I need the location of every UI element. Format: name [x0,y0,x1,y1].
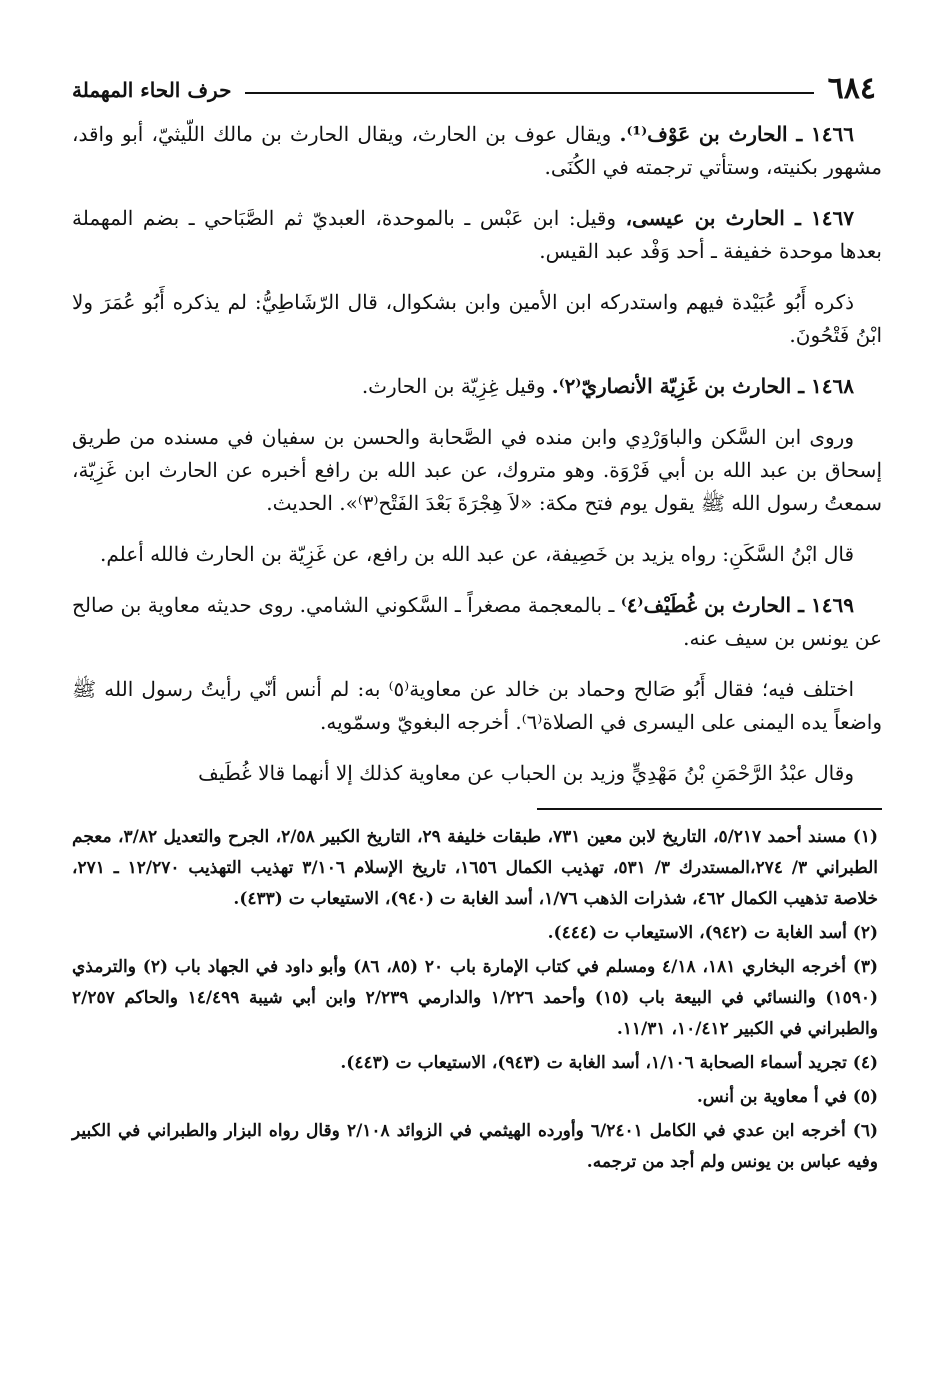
footnote [72,1116,882,1178]
header-rule [245,92,813,94]
footnote-text: أخرجه ابن عدي في الكامل ٦/٢٤٠١ وأورده الهيثمي في الزوائد ٢/١٠٨ وقال رواه البزار والطبراني في الكبير وفيه عباس بن يونس ولم أجد من ترجمه. [72,1121,878,1172]
footnote-number: (٥) [852,1087,878,1107]
footnote-number: (٣) [852,957,878,977]
page-header [72,58,882,104]
entry-text: وقيل غِزِيّة بن الحارث. [361,374,552,398]
paragraph [72,673,882,739]
paragraph-text: ذكره أَبُو عُبَيْدة فيهم واستدركه ابن الأمين وابن بشكوال، قال الرّشَاطِيُّ: لم يذكره أَبُو عُمَرَ ولا ابْنُ فَتْحُونَ. [72,290,882,347]
footnote-text: في أ معاوية بن أنس. [696,1087,847,1107]
entry-heading: ١٤٦٩ ـ الحارث بن غُطَيْف⁽٤⁾ [620,593,855,617]
footnote-separator [537,808,882,810]
footnote [72,952,882,1045]
footnotes [72,822,882,1178]
entry-heading: ١٤٦٨ ـ الحارث بن غَزِيّة الأنصاريّ⁽٢⁾. [551,374,854,398]
footnote-number: (١) [852,827,879,847]
main-text [72,118,882,790]
entry-1467 [72,202,882,268]
footnote-number: (٤) [852,1053,878,1073]
footnote-text: مسند أحمد ٥/٢١٧، التاريخ لابن معين ٧٣١، طبقات خليفة ٢٩، التاريخ الكبير ٢/٥٨، الجرح والتعديل ٣/٨٢، معجم الطبراني ٣/ ٢٧٤،المستدرك ٣/ ٥٣١، تهذيب الكمال ١٦٥٦، تاريخ الإسلام ٣/١٠٦ تهذيب التهذيب ١٢/٢٧٠ ـ ٢٧١، خلاصة تذهيب الكمال ٤٦٢، شذرات الذهب ١/٧٦، أسد الغابة ت (٩٤٠)، الاستيعاب ت (٤٣٣). [72,827,878,909]
paragraph-text: وروى ابن السَّكن والباوَرْدِي وابن منده في الصَّحابة والحسن بن سفيان في مسنده من طريق إسحاق بن عبد الله بن أبي فَرْوَة. وهو متروك، عن عبد الله بن رافع أخبره عن الحارث ابن غَزِيّة، سمعتُ رسول الله ﷺ يقول يوم فتح مكة: «لاَ هِجْرَةَ بَعْدَ الفَتْح⁽٣⁾». الحديث. [72,425,882,515]
footnote-text: تجريد أسماء الصحابة ١/١٠٦، أسد الغابة ت (٩٤٣)، الاستيعاب ت (٤٤٣). [340,1053,847,1073]
footnote [72,1082,882,1113]
paragraph-text: وقال عبْدُ الرَّحْمَنِ بْنُ مَهْدِيٍّ وزيد بن الحباب عن معاوية كذلك إلا أنهما قالا غُطَيف [198,761,854,785]
entry-1469 [72,589,882,655]
entry-text: ويقال عوف بن الحارث، ويقال الحارث بن مالك اللّيثيّ، أبو واقد، مشهور بكنيته، وستأتي ترجمته في الكُنَى. [72,122,882,179]
paragraph-text: قال ابْنُ السَّكَنِ: رواه يزيد بن خَصِيفة، عن عبد الله بن رافع، عن غَزِيّة بن الحارث فالله أعلم. [100,542,854,566]
footnote [72,918,882,949]
footnote [72,1048,882,1079]
paragraph [72,538,882,571]
paragraph-text: اختلف فيه؛ فقال أَبُو صَالح وحماد بن خالد عن معاوية⁽٥⁾ به: لم أنس أنّي رأيتُ رسول الله ﷺ واضعاً يده اليمنى على اليسرى في الصلاة⁽٦⁾. أخرجه البغويّ وسمّويه. [72,677,882,734]
entry-text: وقيل: ابن عَبْس ـ بالموحدة، العبديّ ثم الصَّبَاحي ـ بضم المهملة بعدها موحدة خفيفة ـ أحد وَفْد عبد القيس. [72,206,882,263]
paragraph [72,286,882,352]
entry-1466 [72,118,882,184]
footnote-text: أخرجه البخاري ١٨١، ٤/١٨ ومسلم في كتاب الإمارة باب ٢٠ (٨٥، ٨٦) وأبو داود في الجهاد باب (٢) والترمذي (١٥٩٠) والنسائي في البيعة باب (١٥) وأحمد ١/٢٢٦ والدارمي ٢/٢٣٩ وابن أبي شيبة ١٤/٤٩٩ والحاكم ٢/٢٥٧ والطبراني في الكبير ١٠/٤١٢، ١١/٣١. [72,957,879,1039]
entry-1468 [72,370,882,403]
footnote-number: (٦) [852,1121,878,1141]
footnote [72,822,882,915]
running-title: حرف الحاء المهملة [72,78,232,102]
entry-heading: ١٤٦٧ ـ الحارث بن عيسى، [625,206,855,230]
paragraph [72,421,882,520]
footnote-text: أسد الغابة ت (٩٤٢)، الاستيعاب ت (٤٤٤). [547,923,847,943]
page-number: ٦٨٤ [827,71,876,106]
entry-text: ـ بالمعجمة مصغراً ـ السَّكوني الشامي. روى حديثه معاوية بن صالح عن يونس بن سيف عنه. [72,593,882,650]
paragraph [72,757,882,790]
footnote-number: (٢) [852,923,878,943]
entry-heading: ١٤٦٦ ـ الحارث بن عَوْف⁽¹⁾. [619,122,854,146]
